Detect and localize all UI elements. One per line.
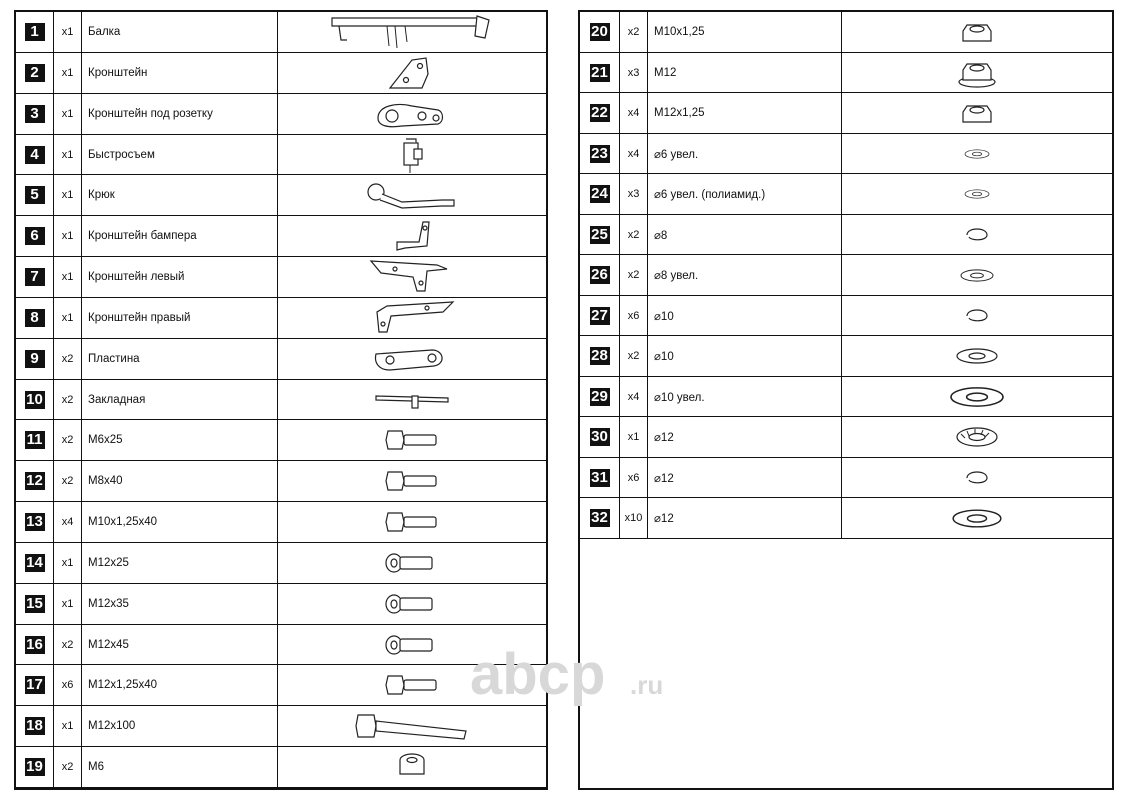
quick-release-icon [278, 135, 546, 174]
part-quantity: x10 [620, 498, 648, 538]
part-row [16, 175, 546, 216]
part-quantity: x1 [54, 12, 82, 52]
part-number-cell [580, 458, 620, 497]
part-name: ⌀10 [648, 336, 842, 376]
part-quantity: x1 [54, 135, 82, 174]
part-quantity: x1 [54, 94, 82, 134]
part-name: Кронштейн правый [82, 298, 278, 338]
part-row [580, 174, 1112, 215]
part-number-badge: 31 [591, 468, 608, 486]
part-number-badge: 8 [25, 309, 45, 327]
part-number-badge: 24 [591, 185, 608, 202]
part-number-badge: 22 [591, 104, 608, 121]
part-name: M12x100 [82, 706, 278, 746]
washer-icon [842, 498, 1112, 538]
part-number-badge: 19 [26, 758, 43, 775]
part-name: M6x25 [82, 420, 278, 460]
part-number-badge: 29 [591, 387, 608, 405]
part-quantity: x1 [54, 584, 82, 624]
part-row [16, 94, 546, 135]
part-number-cell [16, 665, 54, 705]
spring-washer-icon [842, 458, 1112, 497]
washer-icon [842, 174, 1112, 214]
part-number-badge: 26 [591, 266, 608, 283]
part-name: M8x40 [82, 461, 278, 501]
part-name: ⌀12 [648, 498, 842, 538]
parts-table-left [14, 10, 548, 790]
part-number-badge: 32 [591, 509, 608, 526]
part-number-cell [16, 94, 54, 134]
part-name: M12x45 [82, 625, 278, 664]
part-quantity: x2 [54, 625, 82, 664]
part-number-cell [16, 584, 54, 624]
part-row [16, 706, 546, 747]
part-row [580, 498, 1112, 539]
watermark-brand: abcp [470, 642, 606, 707]
part-number-badge: 3 [25, 105, 45, 123]
right-bracket-icon [278, 298, 546, 338]
part-quantity: x2 [54, 420, 82, 460]
part-number-cell [580, 417, 620, 457]
part-number-badge: 2 [25, 64, 45, 82]
part-quantity: x4 [620, 93, 648, 133]
part-number-cell [580, 296, 620, 335]
part-row [580, 93, 1112, 134]
part-number-cell [16, 380, 54, 419]
hex-nut-icon [842, 93, 1112, 133]
part-name: Кронштейн левый [82, 257, 278, 297]
part-name: Кронштейн [82, 53, 278, 93]
part-quantity: x1 [54, 298, 82, 338]
part-row [16, 135, 546, 175]
part-number-cell [580, 12, 620, 52]
part-row [16, 502, 546, 543]
part-name: Балка [82, 12, 278, 52]
spring-washer-icon [842, 215, 1112, 254]
part-quantity: x6 [620, 458, 648, 497]
part-quantity: x2 [54, 339, 82, 379]
part-name: Быстросъем [82, 135, 278, 174]
serrated-washer-icon [842, 417, 1112, 457]
long-bolt-icon [278, 706, 546, 746]
part-number-badge: 23 [591, 144, 608, 162]
part-quantity: x1 [54, 257, 82, 297]
part-row [580, 215, 1112, 255]
part-number-cell [16, 298, 54, 338]
part-quantity: x1 [54, 175, 82, 215]
part-number-cell [16, 135, 54, 174]
socket-bracket-icon [278, 94, 546, 134]
part-name: M12 [648, 53, 842, 92]
part-number-badge: 13 [26, 513, 43, 530]
washer-icon [842, 336, 1112, 376]
part-name: ⌀12 [648, 417, 842, 457]
part-row [580, 134, 1112, 174]
part-number-badge: 11 [25, 431, 45, 449]
part-row [580, 53, 1112, 93]
part-quantity: x2 [620, 215, 648, 254]
part-number-badge: 12 [26, 472, 43, 489]
part-number-cell [16, 257, 54, 297]
socket-bolt-icon [278, 543, 546, 583]
part-number-badge: 5 [25, 186, 45, 204]
part-name: ⌀8 [648, 215, 842, 254]
part-name: ⌀8 увел. [648, 255, 842, 295]
part-number-badge: 1 [25, 23, 45, 41]
part-row [580, 12, 1112, 53]
part-number-cell [580, 134, 620, 173]
part-number-cell [16, 53, 54, 93]
part-number-badge: 4 [25, 146, 45, 164]
part-number-badge: 21 [591, 63, 608, 81]
part-quantity: x4 [620, 377, 648, 416]
part-number-badge: 10 [26, 390, 43, 408]
part-number-badge: 16 [26, 635, 43, 653]
watermark-suffix: .ru [630, 670, 664, 700]
part-row [16, 339, 546, 380]
part-quantity: x3 [620, 53, 648, 92]
part-name: Кронштейн бампера [82, 216, 278, 256]
part-number-cell [16, 339, 54, 379]
part-row [16, 420, 546, 461]
part-row [16, 298, 546, 339]
part-row [16, 461, 546, 502]
part-row [16, 12, 546, 53]
part-quantity: x2 [54, 461, 82, 501]
part-quantity: x2 [54, 380, 82, 419]
part-name: Закладная [82, 380, 278, 419]
part-number-badge: 30 [591, 428, 608, 445]
part-quantity: x4 [620, 134, 648, 173]
part-number-cell [580, 174, 620, 214]
part-row [580, 417, 1112, 458]
watermark-logo [470, 640, 680, 710]
part-name: M12x1,25x40 [82, 665, 278, 705]
part-number-badge: 28 [591, 347, 608, 364]
part-number-badge: 27 [591, 306, 608, 324]
part-row [580, 458, 1112, 498]
part-row [16, 53, 546, 94]
part-row [580, 377, 1112, 417]
part-quantity: x1 [54, 543, 82, 583]
part-quantity: x1 [54, 216, 82, 256]
part-number-badge: 20 [591, 23, 608, 40]
part-number-badge: 15 [26, 595, 43, 612]
part-number-cell [16, 461, 54, 501]
part-quantity: x1 [54, 706, 82, 746]
part-number-badge: 25 [591, 225, 608, 243]
part-number-cell [16, 747, 54, 787]
part-name: ⌀6 увел. (полиамид.) [648, 174, 842, 214]
part-name: M10x1,25 [648, 12, 842, 52]
part-row [580, 296, 1112, 336]
part-name: Кронштейн под розетку [82, 94, 278, 134]
part-number-cell [580, 377, 620, 416]
part-number-cell [580, 93, 620, 133]
part-name: M12x25 [82, 543, 278, 583]
part-number-cell [16, 625, 54, 664]
part-number-cell [16, 420, 54, 460]
washer-icon [842, 134, 1112, 173]
hex-bolt-icon [278, 461, 546, 501]
part-number-cell [580, 336, 620, 376]
spring-washer-icon [842, 296, 1112, 335]
part-number-badge: 14 [26, 554, 43, 571]
part-row [580, 255, 1112, 296]
part-name: Пластина [82, 339, 278, 379]
part-row [16, 625, 546, 665]
part-number-badge: 7 [25, 268, 45, 286]
bumper-bracket-icon [278, 216, 546, 256]
part-quantity: x2 [620, 336, 648, 376]
beam-icon [278, 12, 546, 52]
part-quantity: x2 [54, 747, 82, 787]
part-row [16, 747, 546, 788]
part-number-badge: 17 [26, 676, 43, 693]
part-number-cell [16, 175, 54, 215]
flange-nut-icon [842, 53, 1112, 92]
part-quantity: x1 [620, 417, 648, 457]
bracket-icon [278, 53, 546, 93]
part-number-badge: 9 [25, 350, 45, 368]
part-name: M12x35 [82, 584, 278, 624]
part-name: Крюк [82, 175, 278, 215]
part-quantity: x3 [620, 174, 648, 214]
left-bracket-icon [278, 257, 546, 297]
washer-icon [842, 255, 1112, 295]
part-name: ⌀10 увел. [648, 377, 842, 416]
part-number-cell [580, 255, 620, 295]
part-name: M10x1,25x40 [82, 502, 278, 542]
abcp-watermark [470, 640, 680, 710]
washer-icon [842, 377, 1112, 416]
part-number-cell [16, 502, 54, 542]
tow-hook-icon [278, 175, 546, 215]
part-number-cell [580, 53, 620, 92]
socket-bolt-icon [278, 584, 546, 624]
part-number-cell [580, 498, 620, 538]
part-name: M6 [82, 747, 278, 787]
part-quantity: x2 [620, 12, 648, 52]
part-name: ⌀6 увел. [648, 134, 842, 173]
part-row [16, 257, 546, 298]
part-number-cell [16, 543, 54, 583]
part-quantity: x2 [620, 255, 648, 295]
lock-nut-icon [278, 747, 546, 787]
part-quantity: x6 [54, 665, 82, 705]
part-row [16, 380, 546, 420]
part-row [580, 336, 1112, 377]
part-row [16, 665, 546, 706]
part-number-cell [16, 12, 54, 52]
part-quantity: x1 [54, 53, 82, 93]
part-name: ⌀12 [648, 458, 842, 497]
part-number-cell [580, 215, 620, 254]
embedded-plate-icon [278, 380, 546, 419]
part-number-cell [16, 216, 54, 256]
part-number-badge: 18 [26, 717, 43, 734]
part-name: M12x1,25 [648, 93, 842, 133]
part-quantity: x4 [54, 502, 82, 542]
part-number-badge: 6 [25, 227, 45, 245]
part-quantity: x6 [620, 296, 648, 335]
part-number-cell [16, 706, 54, 746]
part-row [16, 216, 546, 257]
hex-nut-icon [842, 12, 1112, 52]
plate-icon [278, 339, 546, 379]
part-row [16, 584, 546, 625]
part-row [16, 543, 546, 584]
hex-bolt-icon [278, 420, 546, 460]
hex-bolt-icon [278, 502, 546, 542]
part-name: ⌀10 [648, 296, 842, 335]
